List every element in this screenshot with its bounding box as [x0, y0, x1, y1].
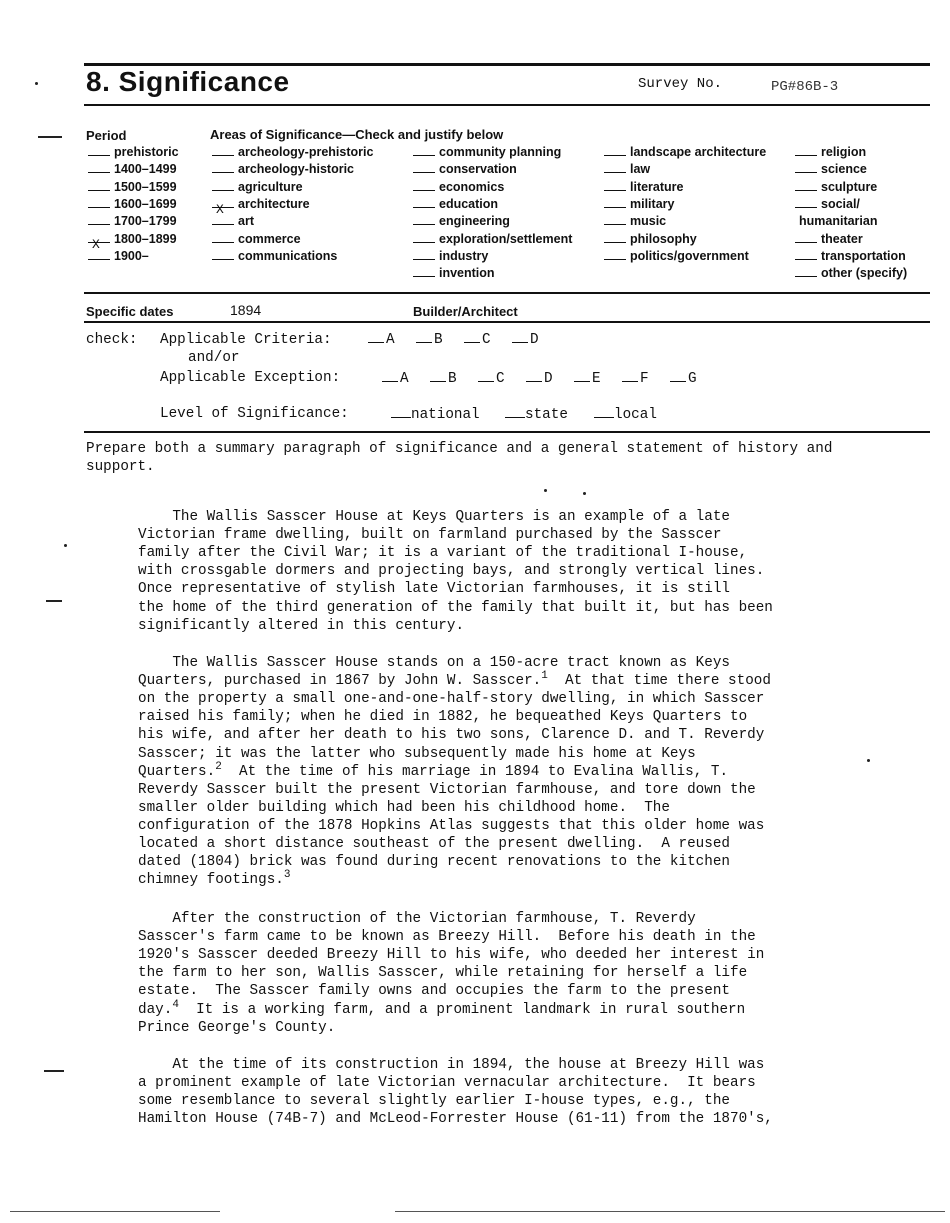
narrative-line [138, 836, 730, 852]
check-blank[interactable] [212, 224, 234, 225]
option-blank[interactable] [391, 405, 411, 418]
area-item[interactable] [604, 162, 650, 176]
check-blank[interactable] [212, 259, 234, 260]
check-blank[interactable] [604, 190, 626, 191]
applicable-exception-label: Applicable Exception: [160, 370, 341, 386]
option-blank[interactable] [594, 405, 614, 418]
area-item[interactable] [604, 214, 666, 228]
narrative-line [138, 527, 721, 543]
check-blank[interactable] [604, 207, 626, 208]
scan-dot [867, 759, 870, 762]
narrative-line [138, 818, 764, 834]
option-b[interactable] [430, 369, 457, 387]
narrative-text: chimney footings. [138, 872, 284, 889]
option-a[interactable] [368, 330, 395, 348]
narrative-text: Hamilton House (74B-7) and McLeod-Forrester House (61-11) from the 1870's, [138, 1111, 773, 1128]
areas-heading: Areas of Significance—Check and justify below [210, 127, 504, 142]
option-label: A [400, 371, 409, 387]
option-c[interactable] [478, 369, 505, 387]
narrative-text: configuration of the 1878 Hopkins Atlas suggests that this older home was [138, 817, 765, 834]
area-item[interactable] [212, 249, 337, 263]
option-blank[interactable] [478, 369, 494, 382]
area-item-label: communications [238, 248, 338, 263]
narrative-text: a prominent example of late Victorian vernacular architecture. It bears [138, 1075, 756, 1092]
area-item-label: invention [439, 266, 495, 281]
area-item[interactable] [604, 232, 697, 246]
area-item-label: theater [821, 231, 863, 246]
option-a[interactable] [382, 369, 409, 387]
option-label: B [448, 371, 457, 387]
area-item[interactable] [795, 232, 863, 246]
area-item-label: social/ [821, 196, 860, 211]
narrative-text: with crossgable dormers and projecting bays, and strongly vertical lines. [138, 563, 765, 580]
check-blank[interactable] [795, 172, 817, 173]
area-item[interactable] [88, 145, 179, 159]
narrative-line [138, 998, 746, 1018]
check-blank[interactable] [604, 242, 626, 243]
narrative-text: 1920's Sasscer deeded Breezy Hill to his wife, who deeded her interest in [138, 947, 765, 964]
bottom-rule [395, 1211, 945, 1212]
area-item-label: science [821, 162, 867, 177]
area-item-label: sculpture [821, 179, 878, 194]
narrative-line [138, 1020, 335, 1036]
check-mark: X [216, 201, 224, 217]
check-blank[interactable] [88, 236, 110, 252]
level-option-local[interactable] [594, 405, 657, 423]
header-rule [84, 104, 930, 106]
and-or-label: and/or [188, 350, 240, 366]
area-item-label: other (specify) [821, 266, 908, 281]
area-item-label: literature [630, 179, 684, 194]
narrative-text: Sasscer; it was the latter who subsequently made his home at Keys [138, 745, 696, 762]
area-item-label: archeology-historic [238, 162, 354, 177]
level-option-national[interactable] [391, 405, 480, 423]
check-blank[interactable] [604, 172, 626, 173]
narrative-line [138, 869, 291, 889]
margin-mark [46, 600, 62, 602]
narrative-text: family after the Civil War; it is a variant of the traditional I-house, [138, 545, 748, 562]
area-item-label: conservation [439, 162, 517, 177]
bottom-rule [10, 1211, 220, 1212]
check-blank[interactable] [212, 242, 234, 243]
option-blank[interactable] [382, 369, 398, 382]
narrative-text: It is a working farm, and a prominent landmark in rural southern [178, 1001, 746, 1018]
area-item[interactable] [413, 145, 561, 159]
check-blank[interactable] [212, 190, 234, 191]
footnote-ref: 1 [541, 670, 548, 683]
option-label: D [544, 371, 553, 387]
option-blank[interactable] [416, 330, 432, 343]
area-item[interactable] [413, 232, 572, 246]
area-item[interactable] [88, 249, 149, 263]
option-b[interactable] [416, 330, 443, 348]
narrative-line [138, 911, 696, 927]
footnote-ref: 4 [172, 998, 179, 1011]
narrative-line [138, 709, 747, 725]
narrative-line [138, 929, 756, 945]
check-blank[interactable] [413, 190, 435, 191]
area-item[interactable] [212, 196, 310, 217]
narrative-text: estate. The Sasscer family owns and occupies the farm to the present [138, 983, 730, 1000]
scan-dot [544, 489, 547, 492]
area-item-label: community planning [439, 145, 562, 159]
option-label: B [434, 332, 443, 348]
narrative-text: After the construction of the Victorian farmhouse, T. Reverdy [138, 911, 696, 927]
area-item-label: 1400–1499 [114, 162, 177, 177]
area-item[interactable] [795, 145, 866, 159]
narrative-line [138, 655, 730, 671]
area-item[interactable] [799, 214, 878, 228]
area-item[interactable] [795, 249, 906, 263]
narrative-text: Quarters. [138, 763, 216, 780]
area-item[interactable] [795, 266, 907, 280]
option-label: A [386, 332, 395, 348]
area-item-label: archeology-prehistoric [238, 145, 374, 159]
scan-dot [64, 544, 67, 547]
applicable-criteria-label: Applicable Criteria: [160, 332, 332, 348]
narrative-line [138, 670, 771, 690]
footnote-ref: 3 [283, 869, 291, 882]
narrative-line [138, 983, 730, 999]
area-item-label: agriculture [238, 179, 303, 194]
area-item-label: 1700–1799 [114, 214, 177, 229]
option-d[interactable] [512, 330, 539, 348]
area-item-label: architecture [238, 196, 310, 211]
area-item-label: religion [821, 145, 867, 159]
area-item-label: transportation [821, 248, 906, 263]
narrative-text: At that time there stood [547, 673, 771, 690]
section-title: 8. Significance [86, 66, 290, 97]
option-label: G [688, 371, 697, 387]
area-item-label: exploration/settlement [439, 231, 573, 246]
areas-rule [84, 292, 930, 294]
narrative-text: smaller older building which had been his childhood home. The [138, 799, 670, 816]
area-item[interactable] [88, 162, 177, 176]
option-label: national [411, 407, 480, 423]
level-option-state[interactable] [505, 405, 568, 423]
option-blank[interactable] [526, 369, 542, 382]
narrative-text: dated (1804) brick was found during recent renovations to the kitchen [138, 854, 730, 871]
narrative-line [138, 800, 670, 816]
instructions-line-2: support. [86, 459, 155, 475]
area-item[interactable] [795, 197, 860, 211]
check-blank[interactable] [795, 276, 817, 277]
narrative-text: At the time of its construction in 1894, the house at Breezy Hill was [138, 1057, 765, 1073]
area-item[interactable] [212, 180, 303, 194]
option-blank[interactable] [368, 330, 384, 343]
check-blank[interactable] [88, 224, 110, 225]
area-item[interactable] [88, 197, 177, 211]
area-item[interactable] [212, 232, 301, 246]
option-label: D [530, 332, 539, 348]
check-blank[interactable] [795, 242, 817, 243]
period-heading: Period [86, 128, 127, 143]
check-blank[interactable] [795, 155, 817, 156]
area-item[interactable] [413, 214, 510, 228]
option-blank[interactable] [574, 369, 590, 382]
check-blank[interactable] [88, 259, 110, 260]
check-mark: X [92, 236, 100, 252]
check-blank[interactable] [88, 190, 110, 191]
scan-dot [35, 82, 38, 85]
area-item[interactable] [413, 197, 498, 211]
area-item[interactable] [212, 214, 254, 228]
narrative-line [138, 1093, 730, 1109]
narrative-text: some resemblance to several slightly earlier I-house types, e.g., the [138, 1093, 730, 1110]
narrative-line [138, 1075, 756, 1091]
check-blank[interactable] [212, 201, 234, 217]
check-blank[interactable] [604, 224, 626, 225]
narrative-line [138, 1057, 764, 1073]
narrative-text: The Wallis Sasscer House stands on a 150-acre tract known as Keys [138, 655, 730, 671]
check-blank[interactable] [88, 172, 110, 173]
option-label: C [482, 332, 491, 348]
narrative-text: Victorian frame dwelling, built on farmland purchased by the Sasscer [138, 527, 722, 544]
narrative-line [138, 746, 696, 762]
narrative-line [138, 509, 730, 525]
narrative-text: Prince George's County. [138, 1019, 336, 1036]
check-blank[interactable] [413, 155, 435, 156]
narrative-text: his wife, and after her death to his two sons, Clarence D. and T. Reverdy [138, 727, 765, 744]
criteria-rule [84, 431, 930, 433]
narrative-line [138, 618, 464, 634]
check-blank[interactable] [604, 259, 626, 260]
option-blank[interactable] [505, 405, 525, 418]
area-item-label: commerce [238, 231, 301, 246]
survey-label: Survey No. [638, 76, 723, 92]
narrative-text: day. [138, 1001, 173, 1018]
narrative-line [138, 563, 764, 579]
narrative-text: Once representative of stylish late Victorian farmhouses, it is still [138, 581, 730, 598]
area-item[interactable] [88, 214, 177, 228]
check-blank[interactable] [413, 172, 435, 173]
area-item[interactable] [604, 145, 766, 159]
option-label: E [592, 371, 601, 387]
area-item[interactable] [604, 249, 749, 263]
narrative-text: significantly altered in this century. [138, 617, 465, 634]
narrative-line [138, 691, 764, 707]
check-blank[interactable] [413, 242, 435, 243]
narrative-text: Quarters, purchased in 1867 by John W. Sasscer. [138, 673, 542, 690]
area-item-label: military [630, 196, 675, 211]
option-f[interactable] [622, 369, 649, 387]
narrative-text: the farm to her son, Wallis Sasscer, while retaining for herself a life [138, 965, 748, 982]
narrative-line [138, 727, 764, 743]
area-item-label: engineering [439, 214, 510, 229]
area-item-label: 1600–1699 [114, 196, 177, 211]
option-label: C [496, 371, 505, 387]
area-item[interactable] [604, 180, 684, 194]
option-blank[interactable] [512, 330, 528, 343]
option-g[interactable] [670, 369, 697, 387]
narrative-text: At the time of his marriage in 1894 to Evalina Wallis, T. [221, 763, 729, 780]
area-item[interactable] [88, 180, 177, 194]
narrative-text: The Wallis Sasscer House at Keys Quarters is an example of a late [138, 509, 730, 525]
level-of-significance-label: Level of Significance: [160, 406, 349, 422]
check-label: check: [86, 332, 138, 348]
check-blank[interactable] [212, 155, 234, 156]
narrative-text: the home of the third generation of the family that built it, but has been [138, 599, 773, 616]
check-blank[interactable] [413, 207, 435, 208]
check-blank[interactable] [795, 259, 817, 260]
narrative-line [138, 600, 773, 616]
check-blank[interactable] [413, 224, 435, 225]
narrative-line [138, 854, 730, 870]
margin-mark [38, 136, 62, 138]
area-item[interactable] [212, 162, 354, 176]
narrative-text: located a short distance southeast of the present dwelling. A reused [138, 836, 730, 852]
check-blank[interactable] [88, 207, 110, 208]
narrative-line [138, 947, 764, 963]
area-item-label: 1800–1899 [114, 231, 177, 246]
option-e[interactable] [574, 369, 601, 387]
area-item-label: education [439, 196, 499, 211]
area-item-label: politics/government [630, 248, 749, 263]
narrative-line [138, 965, 747, 981]
check-blank[interactable] [413, 259, 435, 260]
option-blank[interactable] [670, 369, 686, 382]
area-item-label: art [238, 214, 254, 229]
narrative-line [138, 782, 756, 798]
narrative-line [138, 760, 729, 780]
area-item-label: economics [439, 179, 505, 194]
area-item-label: 1900– [114, 248, 149, 263]
area-item[interactable] [413, 266, 495, 280]
area-item[interactable] [88, 231, 177, 252]
area-item-label: humanitarian [799, 214, 878, 229]
area-item[interactable] [413, 180, 504, 194]
area-item-label: industry [439, 248, 489, 263]
area-item[interactable] [212, 145, 373, 159]
area-item-label: philosophy [630, 231, 697, 246]
scan-dot [583, 492, 586, 495]
option-label: F [640, 371, 649, 387]
narrative-line [138, 581, 730, 597]
narrative-line [138, 1111, 773, 1127]
area-item[interactable] [604, 197, 674, 211]
check-blank[interactable] [212, 172, 234, 173]
option-label: state [525, 407, 568, 423]
option-c[interactable] [464, 330, 491, 348]
footnote-ref: 2 [215, 760, 222, 773]
area-item[interactable] [413, 249, 488, 263]
area-item-label: landscape architecture [630, 145, 767, 159]
area-item-label: law [630, 162, 651, 177]
instructions-line-1: Prepare both a summary paragraph of significance and a general statement of history and [86, 441, 833, 457]
narrative-line [138, 545, 747, 561]
option-blank[interactable] [464, 330, 480, 343]
margin-mark [44, 1070, 64, 1072]
area-item-label: 1500–1599 [114, 179, 177, 194]
check-blank[interactable] [88, 155, 110, 156]
check-blank[interactable] [413, 276, 435, 277]
option-blank[interactable] [622, 369, 638, 382]
area-item-label: prehistoric [114, 145, 179, 159]
option-label: local [614, 407, 657, 423]
area-item[interactable] [795, 180, 877, 194]
narrative-text: Sasscer's farm came to be known as Breezy Hill. Before his death in the [138, 929, 756, 946]
specific-dates-value: 1894 [230, 302, 262, 318]
check-blank[interactable] [604, 155, 626, 156]
dates-rule [84, 321, 930, 323]
survey-number: PG#86B-3 [771, 79, 839, 95]
area-item[interactable] [413, 162, 517, 176]
builder-architect-label: Builder/Architect [413, 304, 518, 319]
area-item-label: music [630, 214, 667, 229]
option-blank[interactable] [430, 369, 446, 382]
option-d[interactable] [526, 369, 553, 387]
specific-dates-label: Specific dates [86, 304, 174, 319]
narrative-text: Reverdy Sasscer built the present Victorian farmhouse, and tore down the [138, 781, 756, 798]
area-item[interactable] [795, 162, 867, 176]
narrative-text: on the property a small one-and-one-half-story dwelling, in which Sasscer [138, 691, 765, 708]
check-blank[interactable] [795, 190, 817, 191]
narrative-text: raised his family; when he died in 1882, he bequeathed Keys Quarters to [138, 709, 748, 726]
check-blank[interactable] [795, 207, 817, 208]
